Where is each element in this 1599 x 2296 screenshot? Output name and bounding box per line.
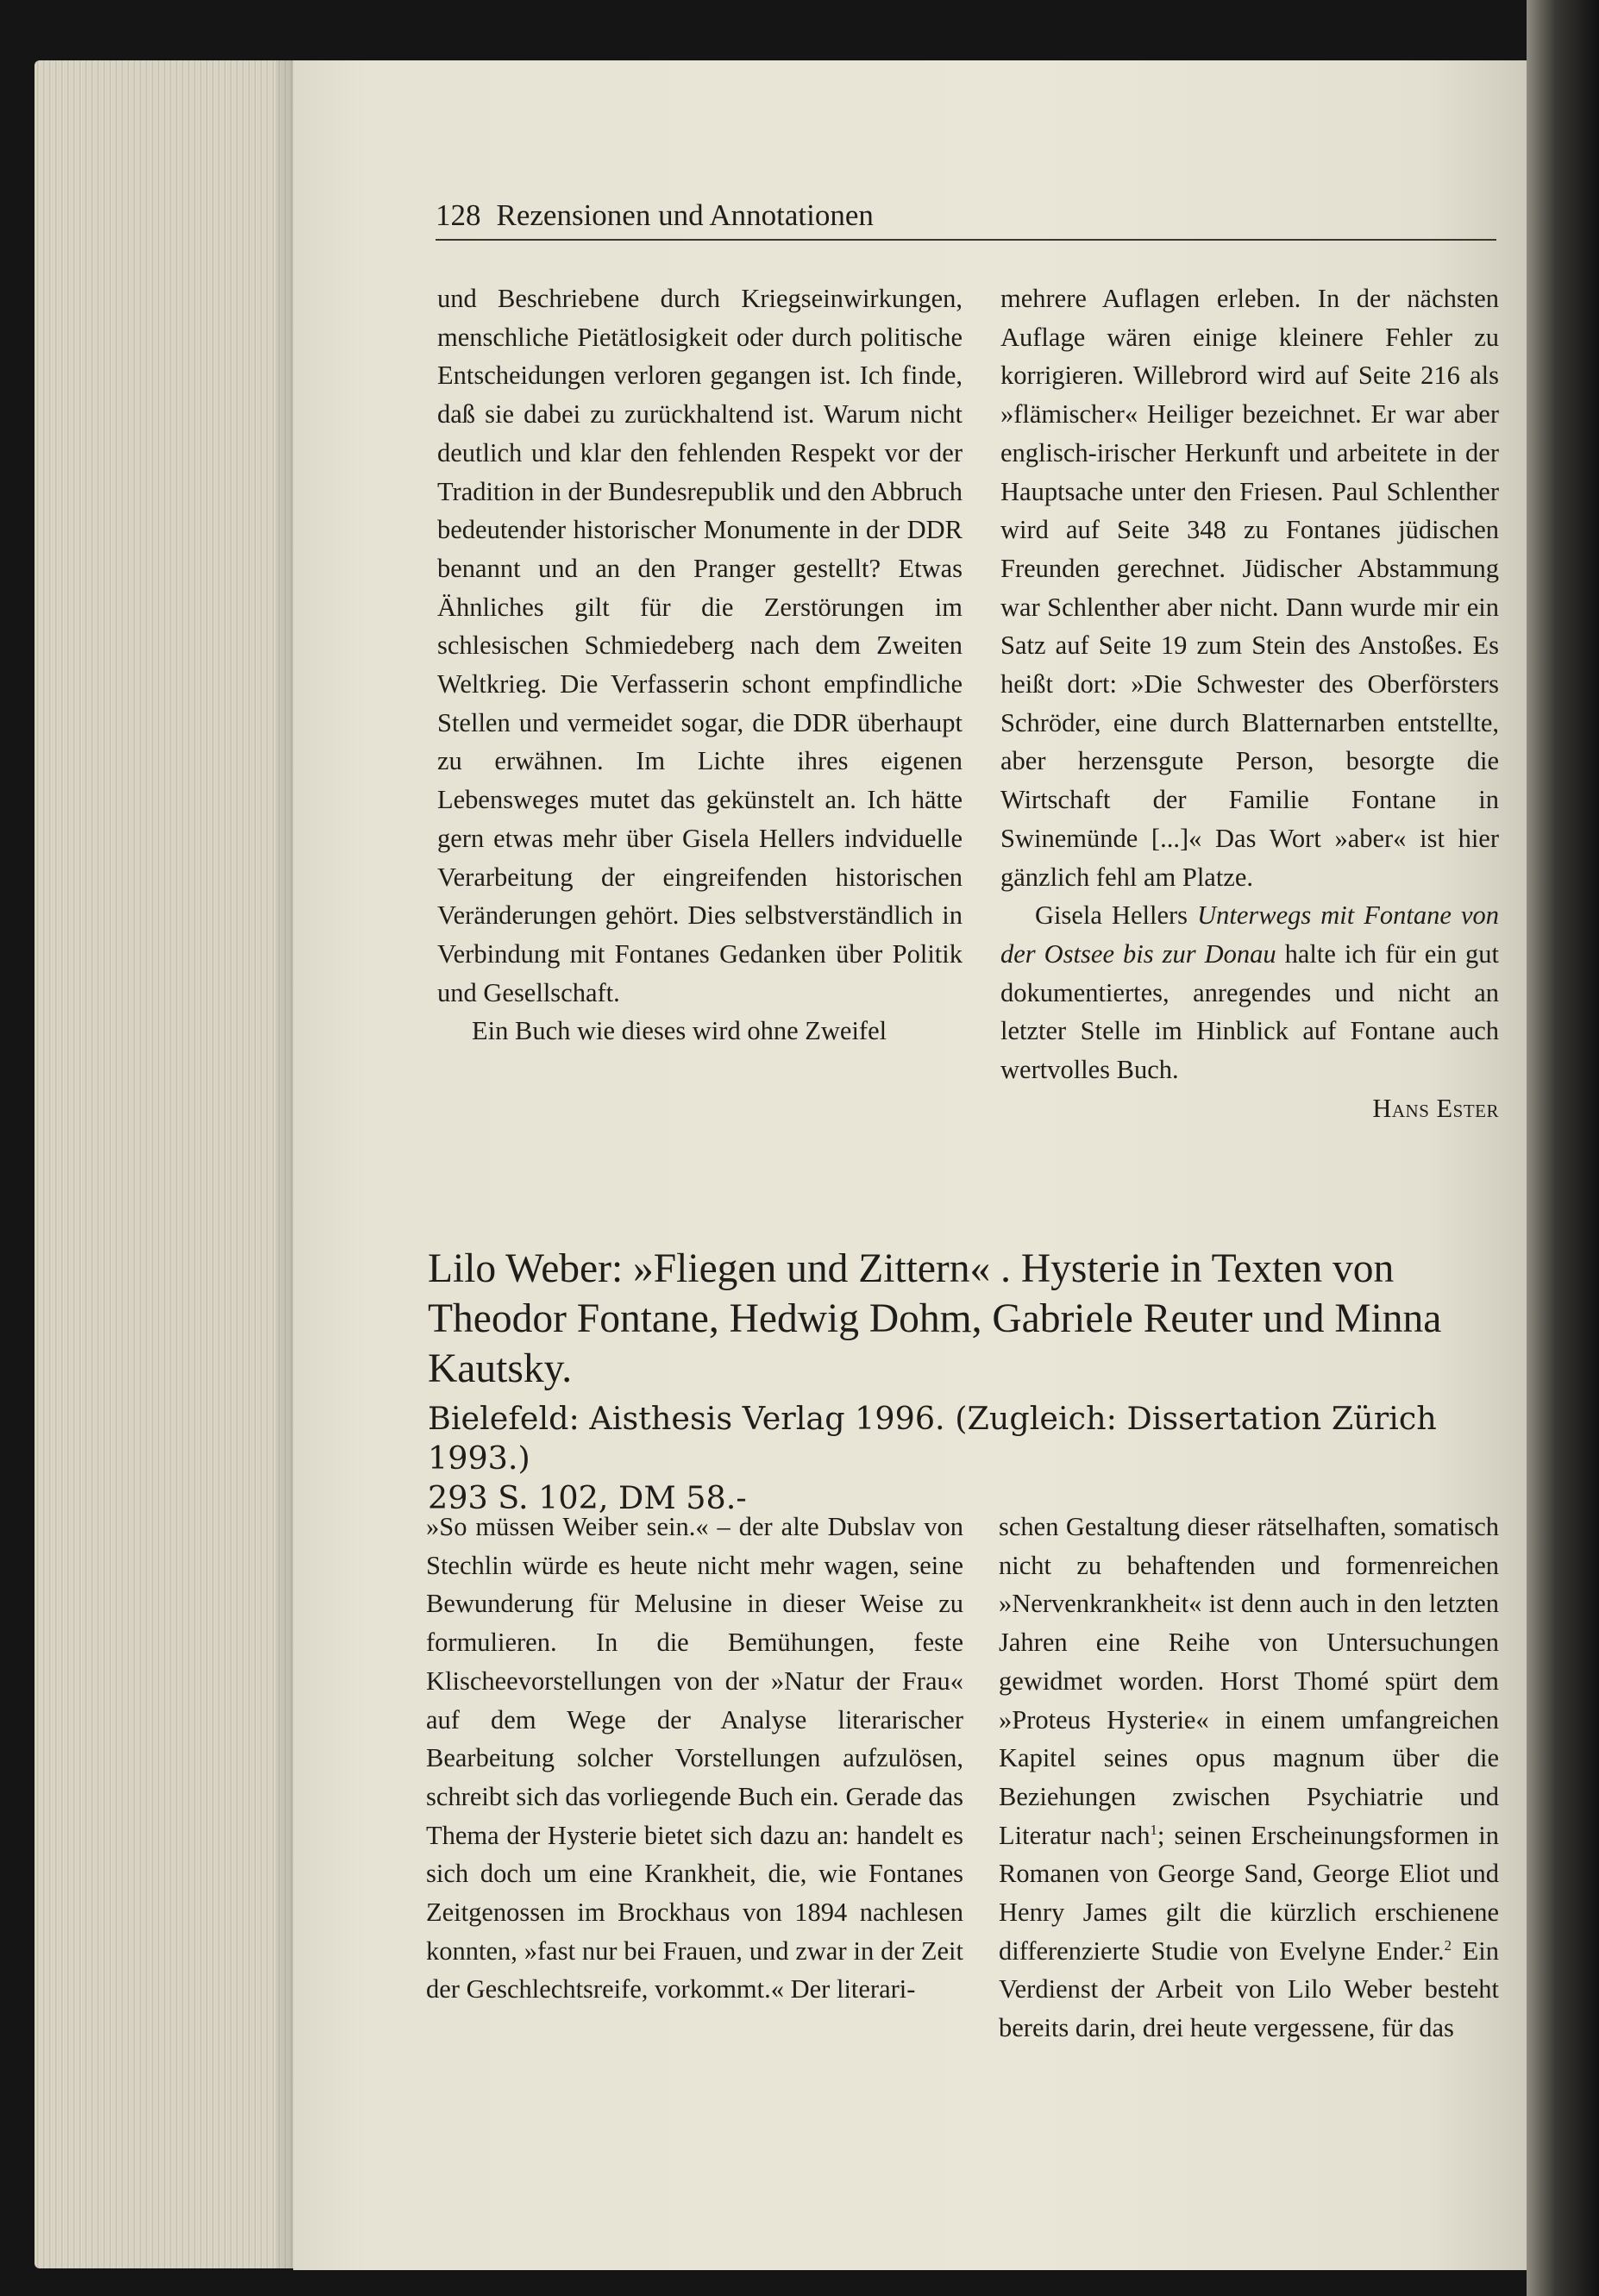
text-run: Gisela Hellers: [1035, 900, 1198, 931]
book-gutter-shadow: [1527, 0, 1599, 2296]
review1-paragraph: Ein Buch wie dieses wird ohne Zweifel: [472, 1016, 887, 1046]
review1-paragraph: mehrere Auflagen erleben. In der nächsten Auflage wären einige kleinere Fehler zu korrigieren. Willebrord wird auf Seite 216 als »flämischer« Heiliger bezeichnet. Er war aber englisch-irischer Herkunft und arbeitete in der Hauptsache unter den Friesen. Paul Schlenther wird auf Seite 348 zu Fontanes jüdischen Freunden gerechnet. Jüdischer Abstammung war Schlenther aber nicht. Dann wurde mir ein Satz auf Seite 19 zum Stein des Anstoßes. Es heißt dort: »Die Schwester des Oberförsters Schröder, eine durch Blatternarben entstellte, aber herzensgute Person, besorgte die Wirtschaft der Familie Fontane in Swinemünde [...]« Das Wort »aber« ist hier gänzlich fehl am Platze.: [1000, 284, 1499, 892]
book-title-italic: Unterwegs mit Fontane von der Ostsee bis zur Donau: [1000, 900, 1500, 969]
page-number: 128: [436, 198, 481, 232]
review2-publication-info: [428, 1399, 1506, 1518]
review1-paragraph: und Beschriebene durch Kriegseinwirkungen, menschliche Pietätlosigkeit oder durch politische Entscheidungen verloren gegangen ist. Ich finde, daß sie dabei zu zurückhaltend ist. Warum nicht deutlich und klar den fehlenden Respekt vor der Tradition in der Bundesrepublik und den Abbruch bedeutender historischer Monumente in der DDR benannt und an den Pranger gestellt? Etwas Ähnliches gilt für die Zerstörungen im schlesischen Schmiedeberg nach dem Zweiten Weltkrieg. Die Verfasserin schont empfindliche Stellen und vermeidet sogar, die DDR überhaupt zu erwähnen. Im Lichte ihres eigenen Lebensweges mutet das gekünstelt an. Ich hätte gern etwas mehr über Gisela Hellers indviduelle Verarbeitung der eingreifenden historischen Veränderungen gehört. Dies selbstverständlich in Verbindung mit Fontanes Gedanken über Politik und Gesellschaft.: [437, 284, 963, 1007]
reviewer-signature: Hans Ester: [1372, 1093, 1499, 1123]
review2-paragraph: »So müssen Weiber sein.« – der alte Dubslav von Stechlin würde es heute nicht mehr wagen, seine Bewunderung für Melusine in dieser Weise zu formulieren. In die Bemühungen, feste Klischeevorstellungen von der »Natur der Frau« auf dem Wege der Analyse literarischer Bearbeitung solcher Vorstellungen aufzulösen, schreibt sich das vorliegende Buch ein. Gerade das Thema der Hysterie bietet sich dazu an: handelt es sich doch um eine Krankheit, die, wie Fontanes Zeitgenossen im Brockhaus von 1894 nachlesen konnten, »fast nur bei Frauen, und zwar in der Zeit der Geschlechtsreife, vorkommt.« Der literari-: [426, 1512, 963, 2004]
text-run: Ein Verdienst der Arbeit von Lilo Weber besteht bereits darin, drei heute vergessene, für das: [999, 1935, 1500, 2043]
text-run: ; seinen Erscheinungsformen in Romanen von George Sand, George Eliot und Henry James gilt die kürzlich erschienene differenzierte Studie von Evelyne Ender.: [999, 1820, 1500, 1966]
book-page: [293, 60, 1527, 2270]
review2-paragraph: [999, 1508, 1499, 2048]
section-title: Rezensionen und Annotationen: [496, 198, 874, 232]
publication-line: Bielefeld: Aisthesis Verlag 1996. (Zugleich: Dissertation Zürich 1993.): [428, 1400, 1437, 1477]
page-stack-edges: [34, 60, 293, 2268]
footnote-marker: 1: [1150, 1821, 1157, 1838]
review2-column-right: [999, 1508, 1499, 2048]
review2-column-left: [426, 1508, 963, 2009]
review1-column-left: [437, 279, 963, 1051]
publication-line: 293 S. 102, DM 58.-: [428, 1479, 747, 1516]
text-run: schen Gestaltung dieser rätselhaften, somatisch nicht zu behaftenden und formenreichen »Nervenkrankheit« ist denn auch in den letzten Jahren eine Reihe von Untersuchungen gewidmet worden. Horst Thomé spürt dem »Proteus Hysterie« in einem umfangreichen Kapitel seines opus magnum über die Beziehungen zwischen Psychiatrie und Literatur nach: [999, 1512, 1499, 1850]
running-head: [436, 200, 1496, 241]
text-run: halte ich für ein gut dokumentiertes, anregendes und nicht an letzter Stelle im Hinblick auf Fontane auch wertvolles Buch.: [1000, 938, 1499, 1085]
review1-closing-paragraph: [1000, 896, 1499, 1089]
review2-title: Lilo Weber: »Fliegen und Zittern« . Hysterie in Texten von Theodor Fontane, Hedwig Dohm, Gabriele Reuter und Minna Kautsky.: [428, 1246, 1442, 1391]
footnote-marker: 2: [1444, 1936, 1452, 1954]
review1-column-right: [1000, 279, 1499, 1127]
